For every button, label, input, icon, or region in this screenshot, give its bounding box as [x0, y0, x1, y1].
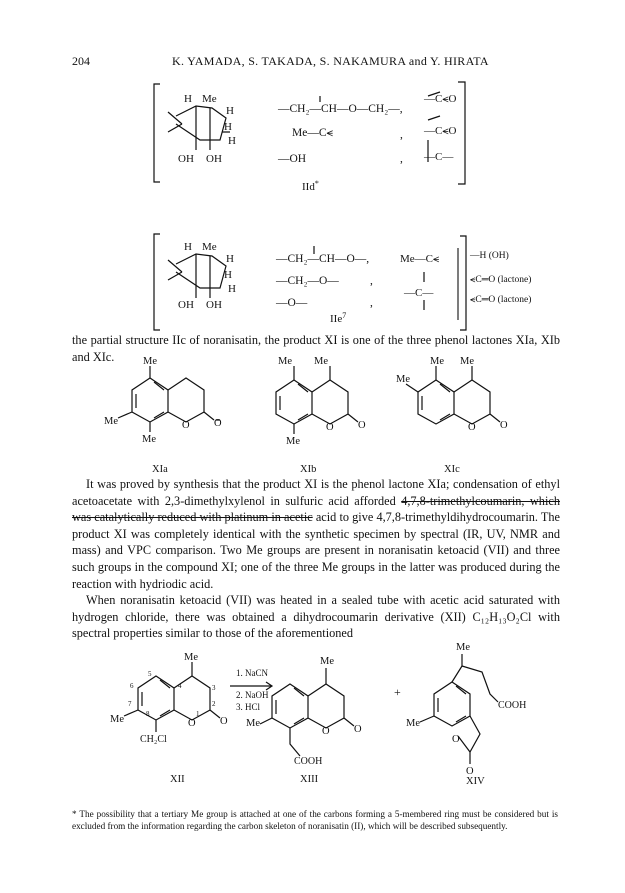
s2-ring-oh1: OH	[178, 299, 194, 311]
xib-me-2: Me	[314, 356, 328, 367]
text-block-1	[72, 332, 560, 365]
s1-fragment-2: Me—C⪪	[292, 127, 333, 139]
xib-me-1: Me	[278, 356, 292, 367]
s2-ring-h1: H	[226, 253, 234, 265]
reagent-2: 2. NaOH	[236, 690, 269, 700]
xiii-cooh: COOH	[294, 756, 323, 767]
s2-fragment-1: —CH₂—CH—O—,	[276, 253, 370, 265]
s1-ring-h3: H	[228, 135, 236, 147]
xib-o-carbonyl: O	[358, 420, 366, 431]
xii-num-7: 7	[128, 700, 132, 708]
xia-label: XIa	[152, 464, 168, 475]
continuation-paragraph: the partial structure IIc of noranisatin, the product XI is one of the three phenol lactones XIa, XIb and XIc.	[72, 333, 560, 364]
xiii-benzene-ring	[272, 684, 308, 728]
xiv-o-carbonyl: O	[466, 766, 474, 777]
xii-o-carbonyl: O	[220, 716, 228, 727]
xic-o-ring: O	[468, 422, 476, 433]
s2-bracket-3: ⪪C═O (lactone)	[470, 295, 532, 305]
xiv-label: XIV	[466, 776, 485, 787]
s1-ring-oh2: OH	[206, 153, 222, 165]
xib-me-bottom: Me	[286, 436, 300, 447]
s2-comma-2: ,	[370, 297, 373, 309]
s1-ring-oh1: OH	[178, 153, 194, 165]
s2-cmid: —C—	[404, 287, 434, 299]
cyclopentane-ring	[176, 106, 226, 140]
xiv-me-left: Me	[406, 718, 420, 729]
xiv-o-ring: O	[452, 734, 460, 745]
xii-me-left: Me	[110, 714, 124, 725]
s1-comma-1: ,	[400, 129, 403, 141]
xic-label: XIc	[444, 464, 460, 475]
s2-bracket-2: ⪪C═O (lactone)	[470, 275, 532, 285]
reaction-arrow	[230, 682, 272, 690]
xiv-benzene-ring	[434, 682, 470, 726]
reagent-1: 1. NaCN	[236, 668, 268, 678]
xii-me-top: Me	[184, 652, 198, 663]
xic-me-2: Me	[460, 356, 474, 367]
xia-o-carbonyl: O	[214, 418, 222, 429]
xiii-me-top: Me	[320, 656, 334, 667]
s1-ring-h1: H	[226, 105, 234, 117]
xii-num-8: 8	[146, 710, 150, 718]
xia-benzene-ring	[132, 378, 168, 422]
s2-mec: Me—C⪪	[400, 253, 440, 265]
xia-o-ring: O	[182, 420, 190, 431]
s2-comma-1: ,	[370, 275, 373, 287]
xii-ch2cl: CH₂Cl	[140, 734, 167, 745]
xii-o-ring: O	[188, 718, 196, 729]
s1-ring-me: Me	[202, 93, 217, 105]
xii-num-1: 1	[196, 710, 200, 718]
reagent-3: 3. HCl	[236, 702, 261, 712]
xia-me-top: Me	[143, 356, 157, 367]
page-number: 204	[72, 54, 90, 68]
xib-o-ring: O	[326, 422, 334, 433]
xii-benzene-ring	[138, 676, 174, 720]
s1-fragment-1: —CH₂—CH—O—CH₂—,	[278, 103, 403, 115]
s1-comma-2: ,	[400, 153, 403, 165]
s1-ring-h2: H	[224, 121, 232, 133]
s2-fragment-2: —CH₂—O—	[276, 275, 339, 287]
s2-fragment-3: —O—	[276, 297, 308, 309]
xic-o-carbonyl: O	[500, 420, 508, 431]
bracket-left	[154, 84, 160, 182]
xiii-me-left: Me	[246, 718, 260, 729]
xib-label: XIb	[300, 464, 317, 475]
xii-num-2: 2	[212, 700, 216, 708]
s2-ring-me: Me	[202, 241, 217, 253]
plus-sign: +	[394, 685, 401, 699]
xic-me-3: Me	[396, 374, 410, 385]
xiii-o-carbonyl: O	[354, 724, 362, 735]
bracket-right	[458, 82, 465, 184]
struck-text: 4,7,8-trimethylcoumarin, which was catalytically reduced with platinum in acetic	[72, 493, 560, 525]
s2-label: IIe$^7$	[330, 311, 347, 325]
footnote: * The possibility that a tertiary Me group is attached at one of the carbons forming a 5-membered ring must be considered but is excluded from the information regarding the carbon skeleton of noranisatin (II), which will be described subsequently.	[72, 809, 558, 832]
paragraph-hcl: When noranisatin ketoacid (VII) was heated in a sealed tube with acetic acid saturated with hydrogen chloride, there was obtained a dihydrocoumarin derivative (XII) C₁₂H₁₃O₂Cl with spectral properties similar to those of the aforementioned	[72, 593, 560, 641]
s2-bracket-1: —H (OH)	[470, 251, 509, 261]
s1-right-3: —C—	[424, 151, 454, 163]
xia-me-left: Me	[104, 416, 118, 427]
xiv-me-top: Me	[456, 642, 470, 653]
s1-label: IId*	[302, 179, 319, 193]
xiv-cooh: COOH	[498, 700, 527, 711]
running-authors: K. YAMADA, S. TAKADA, S. NAKAMURA and Y. HIRATA	[172, 54, 489, 68]
text-block-2	[72, 476, 560, 642]
s2-ring-h3: H	[228, 283, 236, 295]
xiii-label: XIII	[300, 774, 319, 785]
xic-benzene-ring	[418, 380, 454, 424]
s2-ring-h: H	[184, 241, 192, 253]
paragraph-synthesis: It was proved by synthesis that the product XI is the phenol lactone XIa; condensation of ethyl acetoacetate with 2,3-dimethylxylenol in sulfuric acid afforded 4,7,8-trimethylcoumarin, which was catalytically reduced with platinum in acetic acid to give 4,7,8-trimethyldihydrocoumarin. The product XI was completely identical with the synthetic specimen by spectral (IR, UV, NMR and mass) and VPC comparison. Two Me groups are present in noranisatin ketoacid (VII) and three such groups in the compound XI; one of the three Me groups in the latter was produced during the reaction with hydriodic acid.	[72, 477, 560, 591]
s2-ring-h2: H	[224, 269, 232, 281]
xic-me-1: Me	[430, 356, 444, 367]
xii-num-6: 6	[130, 682, 134, 690]
xiii-o-ring: O	[322, 726, 330, 737]
xii-num-4: 4	[178, 682, 182, 690]
s1-fragment-3: —OH	[278, 153, 307, 165]
xia-me-bottom: Me	[142, 434, 156, 445]
s1-right-2: —C⪪O	[424, 125, 457, 137]
xib-benzene-ring	[276, 380, 312, 424]
s1-right-1: —C⪪O	[424, 93, 457, 105]
xii-num-3: 3	[212, 684, 216, 692]
xii-label: XII	[170, 774, 185, 785]
s2-ring-oh2: OH	[206, 299, 222, 311]
xii-num-5: 5	[148, 670, 152, 678]
s1-ring-h: H	[184, 93, 192, 105]
